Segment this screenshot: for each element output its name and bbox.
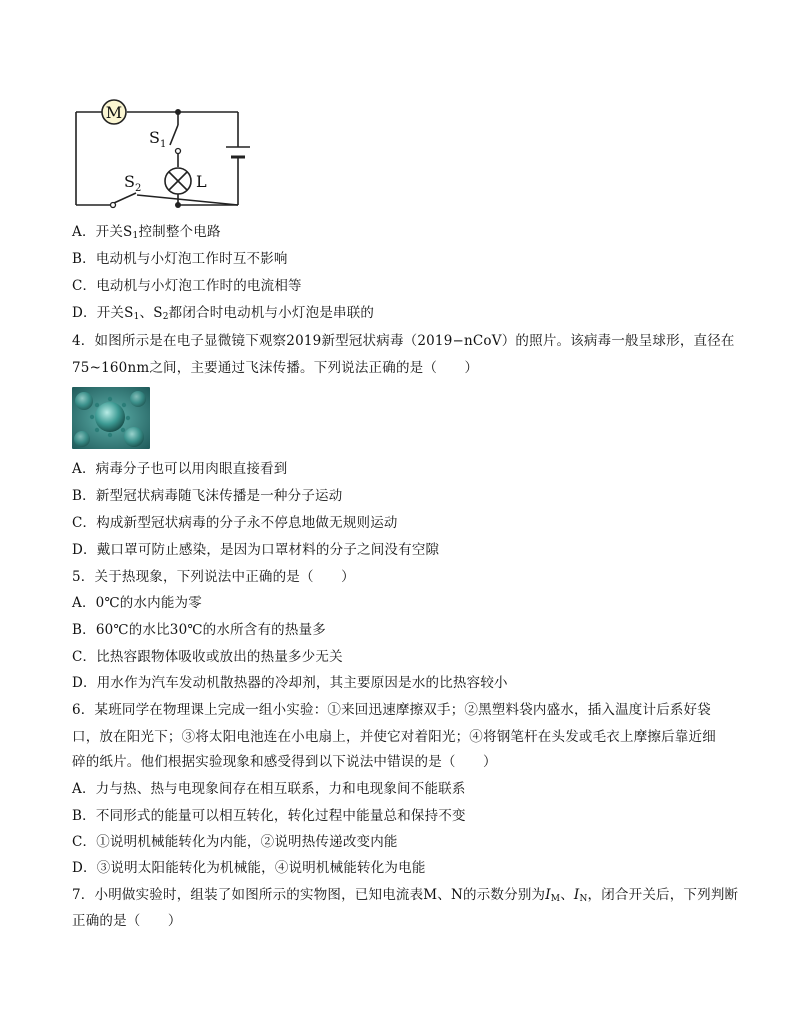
- q3-option-b: B．电动机与小灯泡工作时互不影响: [72, 251, 288, 267]
- q4-stem-line1: 4．如图所示是在电子显微镜下观察2019新型冠状病毒（2019−nCoV）的照片。该病毒一般呈球形，直径在: [72, 333, 735, 349]
- switch1-label: $S_1$: [149, 128, 167, 150]
- q7-stem-line1: 7．小明做实验时，组装了如图所示的实物图，已知电流表M、N的示数分别为$I_M$、$I_N$，闭合开关后，下列判断: [72, 887, 739, 904]
- q5-option-d: D．用水作为汽车发动机散热器的冷却剂，其主要原因是水的比热容较小: [72, 675, 508, 691]
- q6-stem-line2: 口，放在阳光下；③将太阳电池连在小电扇上，并使它对着阳光；④将钢笔杆在头发或毛衣上摩擦后靠近细: [72, 729, 716, 745]
- junction-top: [175, 109, 181, 115]
- switch1-blade: [170, 125, 178, 145]
- q4-option-b: B．新型冠状病毒随飞沫传播是一种分子运动: [72, 488, 343, 504]
- q4-stem-line2: 75~160nm之间，主要通过飞沫传播。下列说法正确的是（ ）: [72, 360, 479, 376]
- q3-option-d: D．开关$S_1$、$S_2$都闭合时电动机与小灯泡是串联的: [72, 305, 375, 322]
- q4-option-c: C．构成新型冠状病毒的分子永不停息地做无规则运动: [72, 515, 398, 531]
- q4-option-d: D．戴口罩可防止感染，是因为口罩材料的分子之间没有空隙: [72, 542, 440, 558]
- q6-stem-line3: 碎的纸片。他们根据实验现象和感受得到以下说法中错误的是（ ）: [72, 754, 497, 770]
- q3-option-c: C．电动机与小灯泡工作时的电流相等: [72, 278, 302, 294]
- q5-stem: 5．关于热现象，下列说法中正确的是（ ）: [72, 569, 355, 585]
- q6-option-b: B．不同形式的能量可以相互转化，转化过程中能量总和保持不变: [72, 808, 466, 824]
- circuit-diagram: [70, 95, 270, 215]
- virus-photo: [72, 387, 150, 449]
- q6-option-a: A．力与热、热与电现象间存在相互联系，力和电现象间不能联系: [72, 781, 466, 797]
- wire-bottom-right: [137, 195, 238, 205]
- q6-stem-line1: 6．某班同学在物理课上完成一组小实验：①来回迅速摩擦双手；②黑塑料袋内盛水，插入温度计后系好袋: [72, 702, 711, 718]
- motor-label: M: [105, 103, 123, 122]
- q5-option-b: B．60℃的水比30℃的水所含有的热量多: [72, 622, 326, 638]
- switch1-contact: [176, 149, 181, 154]
- switch2-label: $S_2$: [124, 172, 142, 194]
- lamp-label: L: [196, 172, 207, 191]
- q6-option-c: C．①说明机械能转化为内能，②说明热传递改变内能: [72, 834, 398, 850]
- q4-option-a: A．病毒分子也可以用肉眼直接看到: [72, 461, 288, 477]
- switch2-contact-left: [111, 203, 116, 208]
- q3-option-a: A．开关$S_1$控制整个电路: [72, 224, 221, 241]
- junction-bottom: [175, 202, 181, 208]
- q7-stem-line2: 正确的是（ ）: [72, 913, 182, 929]
- switch2-blade: [114, 193, 136, 203]
- q5-option-c: C．比热容跟物体吸收或放出的热量多少无关: [72, 649, 343, 665]
- q6-option-d: D．③说明太阳能转化为机械能，④说明机械能转化为电能: [72, 860, 426, 876]
- q5-option-a: A．0℃的水内能为零: [72, 595, 202, 611]
